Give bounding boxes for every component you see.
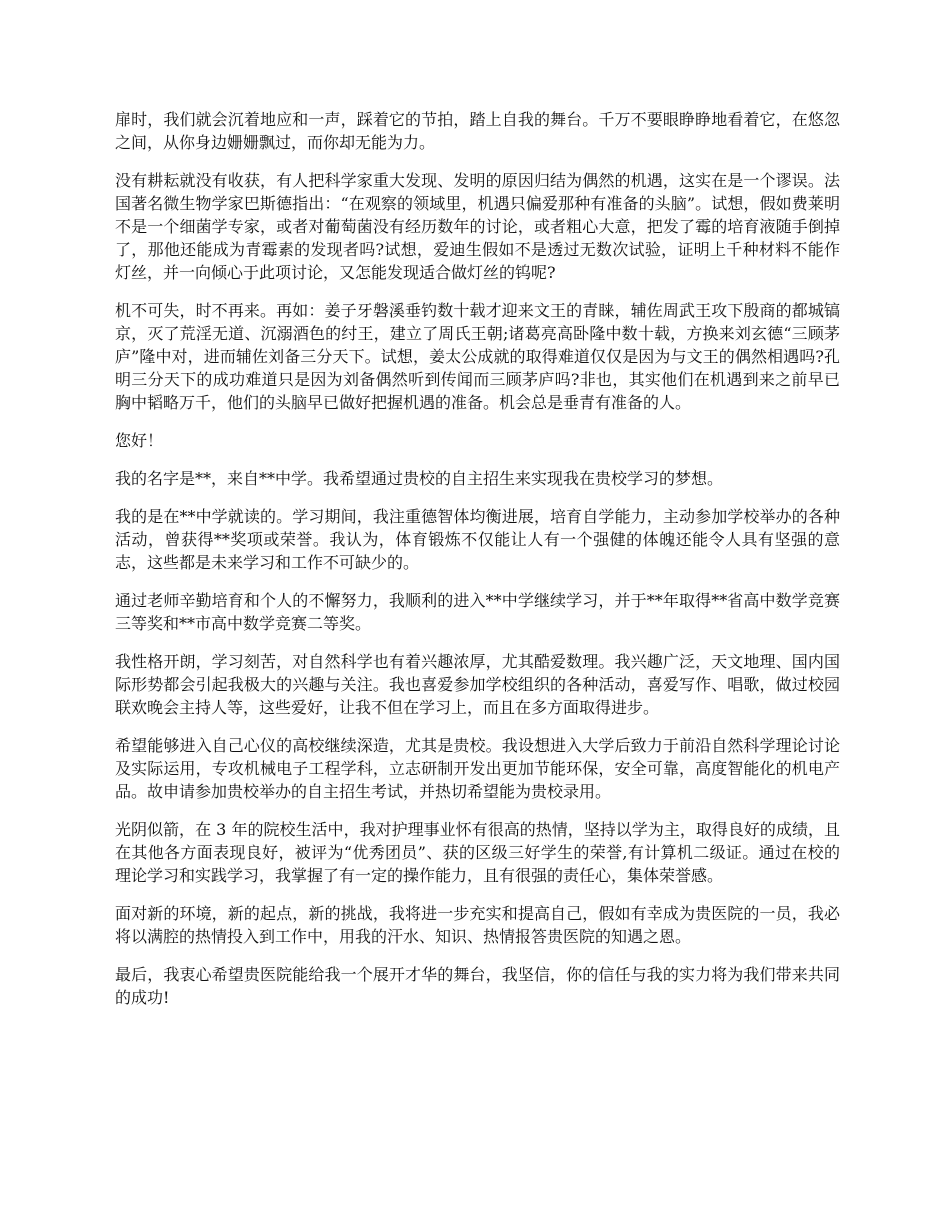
paragraph: 我的是在**中学就读的。学习期间，我注重德智体均衡进展，培育自学能力，主动参加学校举办的各种活动，曾获得**奖项或荣誉。我认为，体育锻炼不仅能让人有一个强健的体魄还能令人具有坚强的意志，这些都是未来学习和工作不可缺少的。 [115, 507, 840, 572]
paragraph: 机不可失，时不再来。再如：姜子牙磐溪垂钓数十载才迎来文王的青睐，辅佐周武王攻下殷商的都城镐京，灭了荒淫无道、沉溺酒色的纣王，建立了周氏王朝;诸葛亮高卧隆中数十载，方换来刘玄德“三顾茅庐”隆中对，进而辅佐刘备三分天下。试想，姜太公成就的取得难道仅仅是因为与文王的偶然相遇吗?孔明三分天下的成功难道只是因为刘备偶然听到传闻而三顾茅庐吗?非也，其实他们在机遇到来之前早已胸中韬略万千，他们的头脑早已做好把握机遇的准备。机会总是垂青有准备的人。 [115, 301, 840, 412]
closing-paragraph: 最后，我衷心希望贵医院能给我一个展开才华的舞台，我坚信，你的信任与我的实力将为我们带来共同的成功! [115, 965, 840, 1007]
paragraph: 希望能够进入自己心仪的高校继续深造，尤其是贵校。我设想进入大学后致力于前沿自然科学理论讨论及实际运用，专攻机械电子工程学科，立志研制开发出更加节能环保，安全可靠，高度智能化的机电产品。故申请参加贵校举办的自主招生考试，并热切希望能为贵校录用。 [115, 736, 840, 801]
greeting: 您好！ [115, 431, 164, 450]
paragraph: 通过老师辛勤培育和个人的不懈努力，我顺利的进入**中学继续学习，并于**年取得**省高中数学竞赛三等奖和**市高中数学竞赛二等奖。 [115, 591, 840, 633]
paragraph: 扉时，我们就会沉着地应和一声，踩着它的节拍，踏上自我的舞台。千万不要眼睁睁地看着它，在悠忽之间，从你身边姗姗飘过，而你却无能为力。 [115, 110, 840, 152]
paragraph: 光阴似箭，在 3 年的院校生活中，我对护理事业怀有很高的热情，坚持以学为主，取得良好的成绩，且在其他各方面表现良好，被评为“优秀团员”、获的区级三好学生的荣誉,有计算机二级证。通过在校的理论学习和实践学习，我掌握了有一定的操作能力，且有很强的责任心，集体荣誉感。 [115, 820, 840, 885]
paragraph: 我的名字是**，来自**中学。我希望通过贵校的自主招生来实现我在贵校学习的梦想。 [115, 469, 724, 488]
paragraph: 没有耕耘就没有收获，有人把科学家重大发现、发明的原因归结为偶然的机遇，这实在是一个谬误。法国著名微生物学家巴斯德指出：“在观察的领域里，机遇只偏爱那种有准备的头脑”。试想，假如费莱明不是一个细菌学专家，或者对葡萄菌没有经历数年的讨论，或者粗心大意，把发了霉的培育液随手倒掉了，那他还能成为青霉素的发现者吗?试想，爱迪生假如不是透过无数次试验，证明上千种材料不能作灯丝，并一向倾心于此项讨论，又怎能发现适合做灯丝的钨呢? [115, 171, 840, 282]
paragraph: 我性格开朗，学习刻苦，对自然科学也有着兴趣浓厚，尤其酷爱数理。我兴趣广泛，天文地理、国内国际形势都会引起我极大的兴趣与关注。我也喜爱参加学校组织的各种活动，喜爱写作、唱歌，做过校园联欢晚会主持人等，这些爱好，让我不但在学习上，而且在多方面取得进步。 [115, 652, 840, 717]
paragraph: 面对新的环境，新的起点，新的挑战，我将进一步充实和提高自己，假如有幸成为贵医院的一员，我必将以满腔的热情投入到工作中，用我的汗水、知识、热情报答贵医院的知遇之恩。 [115, 904, 840, 946]
document-page [115, 108, 840, 1024]
